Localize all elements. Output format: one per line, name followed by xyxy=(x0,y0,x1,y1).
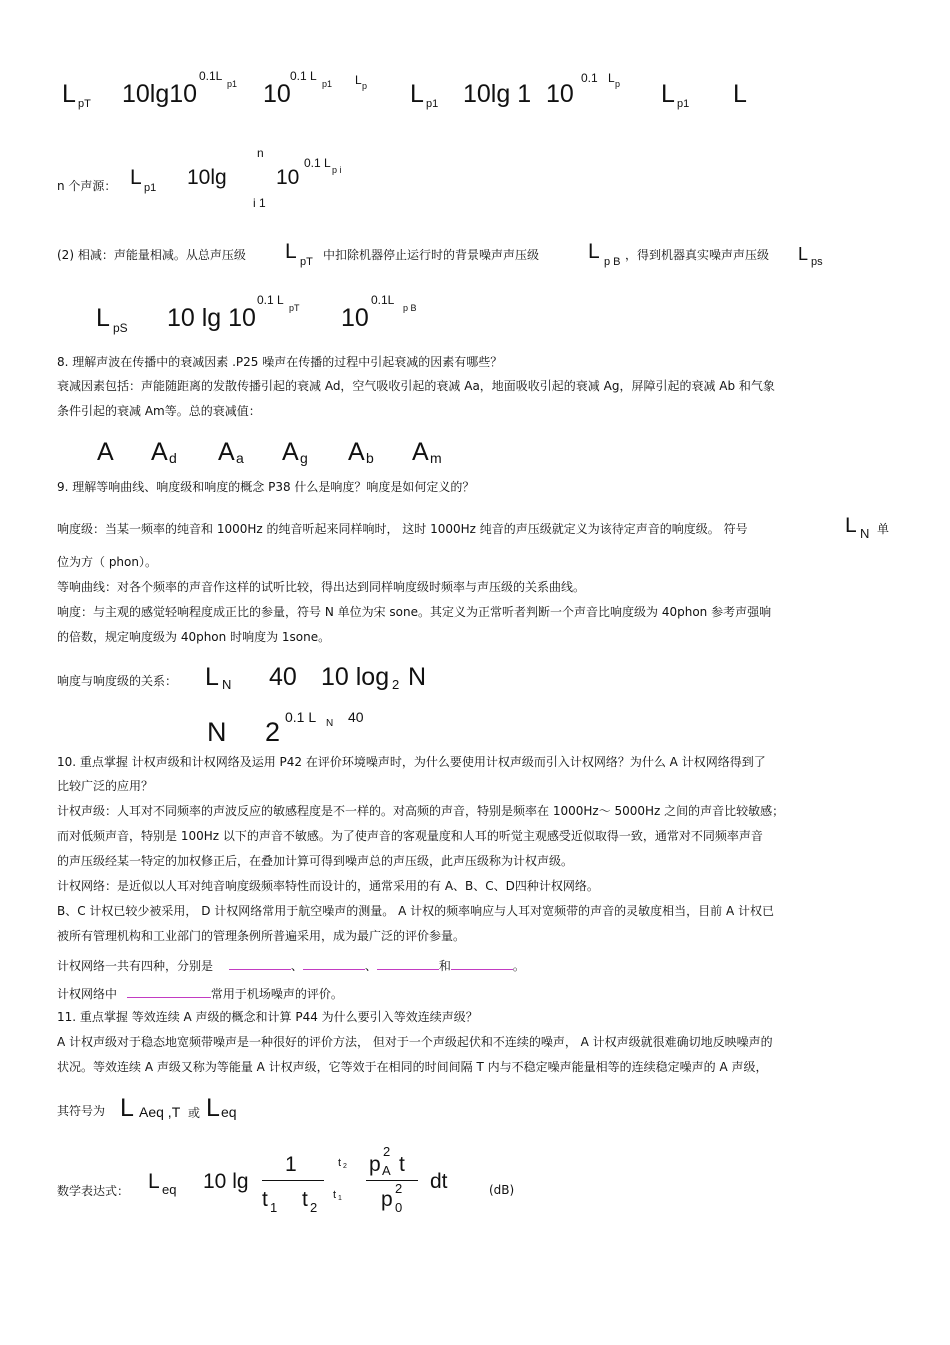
symbol-L: L xyxy=(96,304,110,332)
paragraph-line: 单 xyxy=(877,522,890,536)
answer-blank-2[interactable] xyxy=(303,957,365,970)
exponent: L xyxy=(608,71,615,85)
answer-blank-5[interactable] xyxy=(127,985,211,998)
symbol-L: L xyxy=(285,240,297,263)
symbol-p: p xyxy=(369,1153,381,1176)
term-10lg1: 10lg 1 xyxy=(463,80,532,108)
separator: 、 xyxy=(364,959,377,973)
paragraph-line: 响度：与主观的感觉轻响程度成正比的参量，符号 N 单位为宋 sone。其定义为正常听者判断一个声音比响度级为 40phon 参考声强响 xyxy=(57,605,772,619)
answer-blank-4[interactable] xyxy=(451,957,513,970)
term-10: 10 xyxy=(263,80,291,108)
text: 中扣除机器停止运行时的背景噪声声压级 xyxy=(323,248,540,262)
question-title: 8. 理解声波在传播中的衰减因素 .P25 噪声在传播的过程中引起衰减的因素有哪些？ xyxy=(57,355,503,369)
answer-blank-3[interactable] xyxy=(377,957,439,970)
paragraph-line: 计权网络：是近似以人耳对纯音响度级频率特性而设计的，通常采用的有 A、B、C、D四种计权网络。 xyxy=(57,879,599,893)
exponent-subscript: p B xyxy=(403,303,417,313)
subscript: ps xyxy=(811,256,823,268)
term-10lg: 10 lg xyxy=(203,1170,249,1193)
paragraph-line: 计权声级：人耳对不同频率的声波反应的敏感程度是不一样的。对高频的声音，特别是频率在 1000Hz～ 5000Hz 之间的声音比较敏感； xyxy=(57,804,785,818)
exponent-subscript: p xyxy=(362,81,368,91)
exponent-subscript: p1 xyxy=(322,79,333,89)
label: 响度与响度级的关系： xyxy=(57,674,178,688)
subscript: g xyxy=(300,450,308,466)
term-10lg10: 10lg10 xyxy=(122,80,198,108)
question-title: 9. 理解等响曲线、响度级和响度的概念 P38 什么是响度？响度是如何定义的？ xyxy=(57,480,475,494)
superscript: 2 xyxy=(395,1181,403,1196)
paragraph-line: 条件引起的衰减 Am等。总的衰减值： xyxy=(57,404,261,418)
subscript: p1 xyxy=(426,98,439,110)
symbol-L: L xyxy=(130,166,142,189)
paragraph-line: 等响曲线：对各个频率的声音作这样的试听比较，得出达到同样响度级时频率与声压级的关系曲线。 xyxy=(57,580,586,594)
number: 40 xyxy=(269,663,297,691)
integral-upper-subscript: 2 xyxy=(343,1163,347,1170)
subscript: 0 xyxy=(395,1200,403,1215)
symbol-t: t xyxy=(302,1188,308,1211)
exponent: 0.1 L xyxy=(257,293,284,307)
subscript: pT xyxy=(300,256,313,268)
sum-lower-limit: i 1 xyxy=(253,196,266,210)
paragraph-line: 响度级：当某一频率的纯音和 1000Hz 的纯音听起来同样响时， 这时 1000Hz 纯音的声压级就定义为该待定声音的响度级。 符号 xyxy=(57,522,748,536)
subscript: A xyxy=(382,1163,391,1178)
subscript: p1 xyxy=(677,98,690,110)
sum-upper-limit: n xyxy=(257,146,264,160)
exponent-subscript: p i xyxy=(332,165,342,175)
text: 计权网络中 xyxy=(57,987,118,1001)
symbol-t: t xyxy=(262,1188,268,1211)
symbol-A: A xyxy=(218,438,235,466)
paragraph-line: 被所有管理机构和工业部门的管理条例所普遍采用，成为最广泛的评价参量。 xyxy=(57,929,466,943)
superscript: 2 xyxy=(383,1144,391,1159)
term-10: 10 xyxy=(546,80,574,108)
exponent-subscript: pT xyxy=(289,303,300,313)
text: 计权网络一共有四种，分别是 xyxy=(57,959,214,973)
fill-in-line-1 xyxy=(57,957,525,974)
symbol-L: L xyxy=(661,80,675,108)
term-10log: 10 log xyxy=(321,663,390,691)
subscript: pS xyxy=(113,321,128,335)
symbol-L: L xyxy=(148,1170,160,1193)
symbol-L: L xyxy=(733,80,747,108)
paragraph-line: 位为方（ phon）。 xyxy=(57,555,157,569)
subscript: b xyxy=(366,450,374,466)
symbol-A: A xyxy=(282,438,299,466)
exponent: L xyxy=(355,73,362,87)
symbol-L: L xyxy=(205,663,219,691)
paragraph-line: A 计权声级对于稳态地宽频带噪声是一种很好的评价方法， 但对于一个声级起伏和不连续的噪声， A 计权声级就很难确切地反映噪声的 xyxy=(57,1035,773,1049)
subscript: a xyxy=(236,450,244,466)
symbol-t: t xyxy=(399,1153,405,1176)
symbol-A: A xyxy=(412,438,429,466)
period: 。 xyxy=(512,959,525,973)
exponent: 0.1 xyxy=(581,71,598,85)
paragraph-line: 状况。等效连续 A 声级又称为等能量 A 计权声级，它等效于在相同的时间间隔 T 内与不稳定噪声能量相等的连续稳定噪声的 A 声级， xyxy=(57,1060,768,1074)
unit: (dB) xyxy=(489,1183,515,1197)
question-title: 比较广泛的应用？ xyxy=(57,779,154,793)
fill-in-line-2 xyxy=(57,985,343,1002)
exponent: 0.1L xyxy=(371,293,395,307)
subscript: pT xyxy=(78,98,91,110)
subscript: N xyxy=(222,677,232,692)
question-title: 11. 重点掌握 等效连续 A 声级的概念和计算 P44 为什么要引入等效连续声级？ xyxy=(57,1010,478,1024)
term-10lg10: 10 lg 10 xyxy=(167,304,256,332)
separator: 、 xyxy=(290,959,303,973)
text: 常用于机场噪声的评价。 xyxy=(210,987,343,1001)
term-10: 10 xyxy=(276,166,300,189)
subscript: eq xyxy=(221,1104,237,1120)
label: 其符号为 xyxy=(57,1104,106,1118)
fraction-bar xyxy=(262,1180,324,1181)
subscript: m xyxy=(430,450,442,466)
answer-blank-1[interactable] xyxy=(229,957,291,970)
paragraph-line: 的声压级经某一特定的加权修正后，在叠加计算可得到噪声总的声压级，此声压级称为计权声级。 xyxy=(57,854,574,868)
paragraph-line: 衰减因素包括：声能随距离的发散传播引起的衰减 Ad，空气吸收引起的衰减 Aa，地面吸收引起的衰减 Ag，屏障引起的衰减 Ab 和气象 xyxy=(57,379,775,393)
exponent: 0.1L xyxy=(199,69,223,83)
conjunction: 或 xyxy=(188,1106,201,1120)
symbol-A: A xyxy=(97,438,114,466)
symbol-p: p xyxy=(381,1188,393,1211)
fraction-bar xyxy=(366,1180,418,1181)
differential-dt: dt xyxy=(430,1170,448,1193)
symbol-L: L xyxy=(62,80,76,108)
subscript: eq xyxy=(162,1182,177,1197)
subscript: 1 xyxy=(270,1200,278,1215)
symbol-L: L xyxy=(410,80,424,108)
label: n 个声源： xyxy=(57,179,117,193)
text: ，得到机器真实噪声声压级 xyxy=(625,248,770,262)
subscript: d xyxy=(169,450,177,466)
exponent-subscript: p1 xyxy=(227,79,238,89)
question-title: 10. 重点掌握 计权声级和计权网络及运用 P42 在评价环境噪声时，为什么要使用计权声级而引入计权网络？为什么 A 计权网络得到了 xyxy=(57,755,766,769)
exponent-subscript: N xyxy=(326,718,334,729)
subscript: p B xyxy=(604,256,621,268)
subscript: 2 xyxy=(310,1200,318,1215)
symbol-A: A xyxy=(151,438,168,466)
symbol-N: N xyxy=(207,717,227,747)
number: 2 xyxy=(265,717,281,747)
exponent: 0.1 L xyxy=(285,709,317,725)
paragraph-line: 而对低频声音，特别是 100Hz 以下的声音不敏感。为了使声音的客观量度和人耳的听觉主观感受近似取得一致，通常对不同频率声音 xyxy=(57,829,763,843)
symbol-N: N xyxy=(408,663,427,691)
symbol-A: A xyxy=(348,438,365,466)
symbol-L: L xyxy=(588,240,600,263)
term-10lg: 10lg xyxy=(187,166,227,189)
subscript: p1 xyxy=(144,182,157,194)
integral-upper-limit: t xyxy=(338,1157,342,1169)
label: 数学表达式： xyxy=(57,1184,130,1198)
subscript: N xyxy=(860,526,870,541)
paragraph-line: 的倍数，规定响度级为 40phon 时响度为 1sone。 xyxy=(57,630,331,644)
numerator-1: 1 xyxy=(285,1153,297,1176)
subscript: Aeq ,T xyxy=(139,1104,181,1120)
symbol-L: L xyxy=(206,1094,220,1122)
term-10: 10 xyxy=(341,304,369,332)
subscript: 2 xyxy=(392,677,400,692)
conjunction: 和 xyxy=(438,959,451,973)
symbol-L: L xyxy=(845,514,857,537)
exponent: 0.1 L xyxy=(290,69,317,83)
exponent: 40 xyxy=(348,709,364,725)
exponent: 0.1 L xyxy=(304,156,331,170)
integral-lower-subscript: 1 xyxy=(338,1195,342,1202)
symbol-L: L xyxy=(120,1094,134,1122)
symbol-L: L xyxy=(798,244,809,264)
exponent-subscript: p xyxy=(615,79,621,89)
integral-lower-limit: t xyxy=(333,1189,337,1201)
text: (2) 相减：声能量相减。从总声压级 xyxy=(57,248,246,262)
paragraph-line: B、C 计权已较少被采用， D 计权网络常用于航空噪声的测量。 A 计权的频率响应与人耳对宽频带的声音的灵敏度相当，目前 A 计权已 xyxy=(57,904,774,918)
